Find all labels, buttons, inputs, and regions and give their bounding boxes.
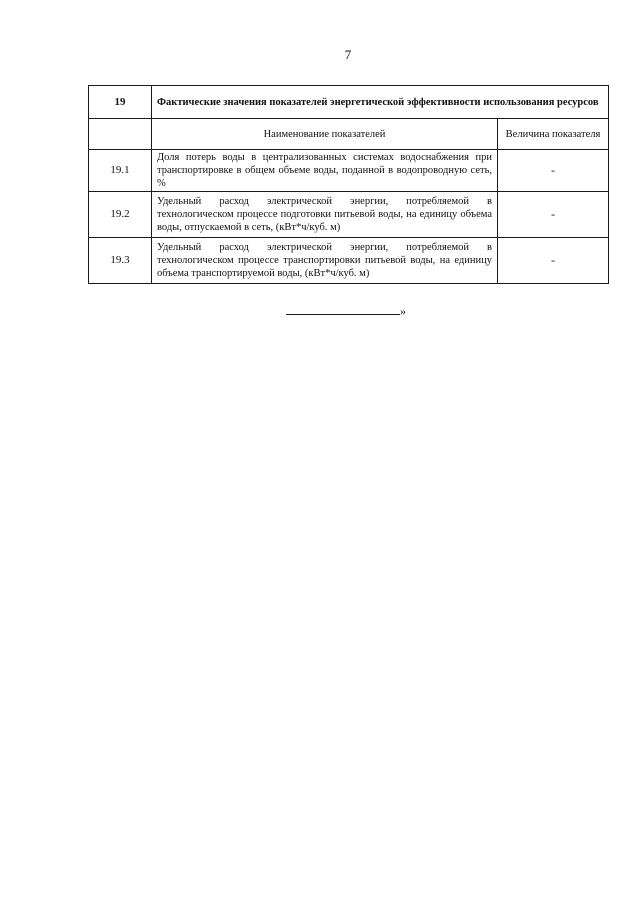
- table-row: [89, 192, 609, 238]
- row-name: Удельный расход электрической энергии, потребляемой в технологическом процессе подготовки питьевой воды, на единицу объема воды, отпускаемой в сеть, (кВт*ч/куб. м): [152, 192, 498, 238]
- table-row: [89, 150, 609, 192]
- column-header-row: [89, 119, 609, 150]
- section-header-row: [89, 86, 609, 119]
- row-name: Удельный расход электрической энергии, потребляемой в технологическом процессе транспортировки питьевой воды, на единицу объема транспортируемой воды, (кВт*ч/куб. м): [152, 238, 498, 284]
- row-number: 19.2: [89, 192, 152, 238]
- row-value: -: [498, 192, 609, 238]
- empty-header-cell: [89, 119, 152, 150]
- section-title: Фактические значения показателей энергетической эффективности использования ресурсов: [152, 86, 609, 119]
- row-number: 19.1: [89, 150, 152, 192]
- closing-line: [286, 303, 406, 318]
- row-name: Доля потерь воды в централизованных системах водоснабжения при транспортировке в общем объеме воды, поданной в водопроводную сеть, %: [152, 150, 498, 192]
- table-row: [89, 238, 609, 284]
- section-number: 19: [89, 86, 152, 119]
- row-value: -: [498, 150, 609, 192]
- page-number: 7: [344, 47, 352, 62]
- closing-rule: [286, 303, 400, 315]
- column-header-value: Величина показателя: [498, 119, 609, 150]
- indicators-table: [88, 85, 609, 284]
- column-header-name: Наименование показателей: [152, 119, 498, 150]
- closing-quote: »: [400, 304, 406, 318]
- row-value: -: [498, 238, 609, 284]
- row-number: 19.3: [89, 238, 152, 284]
